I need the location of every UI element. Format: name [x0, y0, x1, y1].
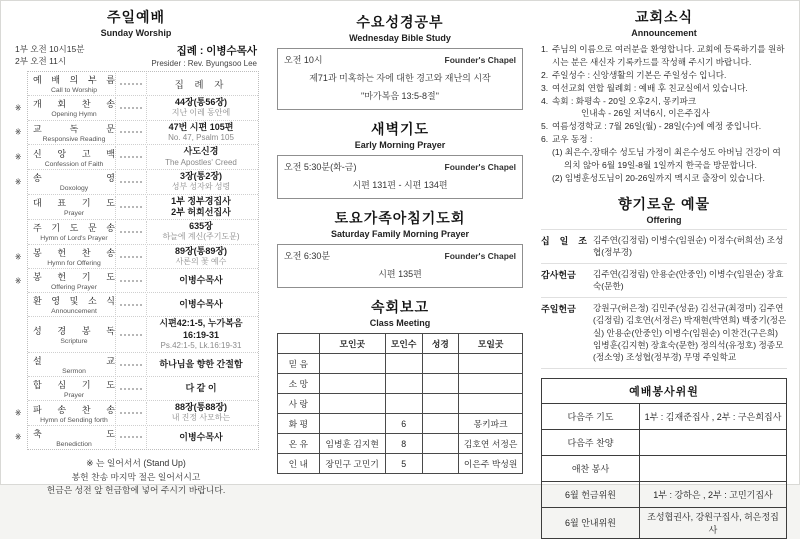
announcement-number: 2.	[541, 69, 549, 80]
offering-row	[541, 298, 787, 369]
dotted-leader-line	[120, 304, 142, 306]
title-en: Wednesday Bible Study	[349, 33, 451, 43]
class-meeting-cell	[422, 374, 459, 394]
announcement-number: 3.	[541, 82, 549, 93]
class-meeting-cell	[422, 414, 459, 434]
committee-row	[542, 403, 787, 429]
dotted-leader-line	[120, 280, 142, 282]
class-meeting-cell	[459, 394, 523, 414]
announcement-text: 속회 : 화평속 - 20일 오후2시, 몽키파크	[552, 95, 697, 106]
committee-person: 조성협권사, 강원구집사, 허은정집사	[640, 507, 787, 538]
class-meeting-cell: 사 랑	[278, 394, 320, 414]
worship-item-ko: 파 송 찬 송	[33, 404, 115, 415]
offering-rows	[541, 229, 787, 369]
dotted-leader-line	[120, 256, 142, 258]
worship-value-line: Ps.42:1-5, Lk.16:19-31	[160, 340, 242, 350]
meeting-line: 시편 131편 - 시편 134편	[352, 180, 448, 190]
title-ko: 교회소식	[634, 9, 694, 25]
announcement-item	[541, 146, 787, 172]
class-meeting-row	[278, 434, 523, 454]
worship-item-value	[147, 97, 255, 119]
presider-ko: 집례 : 이병수목사	[176, 45, 257, 57]
announcement-text: (2) 임병훈성도님이 20-26일까지 멕시코 출장이 있습니다.	[552, 172, 765, 183]
class-meeting-cell: 화 평	[278, 414, 320, 434]
worship-value-line: 이병수목사	[179, 431, 223, 442]
offering-label: 십 일 조	[541, 235, 587, 246]
committee-header-row	[542, 378, 787, 403]
meeting-box	[277, 48, 523, 110]
meeting-time: 오전 6:30분	[284, 251, 331, 261]
worship-item-en: Prayer	[63, 210, 85, 218]
committee-row	[542, 455, 787, 481]
announcement-number: 1.	[541, 44, 549, 54]
worship-item-ko: 축 도	[33, 428, 115, 439]
dotted-leader-line	[120, 412, 142, 414]
class-meeting-cell: 장민구 고민기	[319, 454, 385, 474]
announcement-item	[541, 95, 787, 108]
worship-item-ko: 송 영	[33, 173, 115, 184]
meeting-section	[277, 119, 523, 199]
announcement-text: 주님의 이름으로 여러분을 환영합니다. 교회에 등록하기를 원하시는 분은 새신자 기록카드를 작성해 주시기 바랍니다.	[552, 44, 785, 67]
class-meeting-row	[278, 374, 523, 394]
worship-item-value	[147, 359, 255, 370]
dotted-leader	[115, 97, 147, 119]
dotted-leader	[115, 73, 147, 94]
meeting-line: 제71과 미혹하는 자에 대한 경고와 재난의 시작	[309, 73, 491, 83]
meeting-time: 오전 5:30분(화-금)	[284, 162, 357, 172]
worship-value-line: 88장(통88장)	[174, 402, 228, 413]
worship-row	[15, 269, 258, 293]
announcement-title	[541, 7, 787, 38]
dotted-leader	[115, 354, 147, 375]
dotted-leader	[115, 402, 147, 424]
class-meeting-row	[278, 394, 523, 414]
committee-person: 1부 : 강하은 , 2부 : 고민기집사	[640, 481, 787, 507]
worship-item-en: Opening Hymn	[51, 111, 97, 119]
worship-value-line: 3장(통2장)	[179, 170, 223, 181]
worship-value-line: 성부 성자와 성령	[171, 182, 231, 192]
worship-item-value	[147, 299, 255, 310]
worship-item-label	[31, 196, 115, 217]
class-meeting-cell	[385, 354, 422, 374]
footnote-line: 헌금은 성전 앞 헌금함에 넣어 주시기 바랍니다.	[46, 485, 226, 496]
worship-value-line: 사론의 꽃 예수	[175, 256, 227, 266]
worship-item-en: Announcement	[51, 308, 97, 316]
worship-item-value	[147, 383, 255, 394]
dotted-leader-line	[120, 436, 142, 438]
worship-row	[15, 426, 258, 449]
title-en: Offering	[646, 214, 682, 225]
class-meeting-header-row	[278, 334, 523, 354]
class-meeting-cell: 8	[385, 434, 422, 454]
worship-value-line: 집 례 자	[174, 79, 228, 91]
worship-value-line: 47번 시편 105편	[168, 121, 234, 132]
class-meeting-cell	[385, 394, 422, 414]
committee-role: 6월 헌금위원	[542, 481, 640, 507]
service-times	[15, 43, 84, 68]
meeting-time: 오전 10시	[284, 55, 323, 65]
committee-role: 6월 안내위원	[542, 507, 640, 538]
title-en: Class Meeting	[369, 318, 431, 328]
meeting-line: 시편 135편	[378, 269, 422, 279]
committee-title: 예배봉사위원	[542, 378, 787, 403]
announcement-text: 여름성경학교 : 7월 26일(월) - 28일(수)에 예정 중입니다.	[552, 121, 762, 132]
worship-value-line: 다 같 이	[185, 383, 217, 394]
dotted-leader-line	[120, 388, 142, 390]
sunday-worship-column	[9, 7, 263, 496]
worship-item-ko: 신 앙 고 백	[33, 148, 115, 159]
worship-header	[15, 43, 257, 68]
dotted-leader-line	[120, 131, 142, 133]
worship-item-ko: 교 독 문	[33, 123, 115, 134]
worship-item-label	[31, 378, 115, 399]
worship-item-ko: 봉 헌 찬 송	[33, 248, 115, 259]
announcement-text: 교우 동정 :	[552, 134, 593, 145]
dotted-leader	[115, 318, 147, 351]
meeting-box	[277, 244, 523, 288]
worship-value-line: 이병수목사	[179, 299, 223, 310]
worship-value-line: 내 진정 사모하는	[171, 413, 231, 423]
worship-row	[15, 145, 258, 170]
class-meeting-cell: 6	[385, 414, 422, 434]
worship-item-value	[147, 196, 255, 219]
footnote-line: 봉헌 찬송 마지막 절은 일어서시고	[71, 471, 201, 482]
worship-item-label	[31, 221, 115, 242]
class-meeting-cell	[319, 374, 385, 394]
worship-item-en: Benediction	[56, 440, 92, 448]
worship-value-line: 44장(통56장)	[174, 97, 228, 107]
worship-value-line: No. 47, Psalm 105	[168, 132, 234, 142]
class-meeting-cell: 믿 음	[278, 354, 320, 374]
worship-item-label	[31, 171, 115, 192]
worship-item-label	[31, 354, 115, 375]
worship-item-label	[31, 97, 115, 118]
worship-value-line: 시편42:1-5, 누가복음16:19-31	[159, 318, 243, 340]
class-meeting-cell	[319, 394, 385, 414]
meeting-section	[277, 208, 523, 288]
worship-item-value	[147, 432, 255, 443]
class-meeting-header-cell	[278, 334, 320, 354]
worship-item-label	[31, 324, 115, 345]
announcement-item	[541, 69, 787, 82]
announcement-item	[541, 172, 787, 185]
worship-item-value	[147, 146, 255, 168]
title-ko: 토요가족아침기도회	[334, 210, 466, 226]
worship-item-value	[147, 318, 255, 351]
announcement-list	[541, 43, 787, 185]
offering-names: 김주연(김정림) 안용순(안중인) 이병수(임원순) 장효숙(문한)	[593, 268, 784, 292]
announcement-item	[541, 43, 787, 69]
meeting-box-top	[284, 160, 516, 173]
worship-item-en: Prayer	[63, 392, 85, 400]
worship-value-line: 사도신경	[183, 146, 219, 157]
dotted-leader	[115, 122, 147, 144]
title-en: Early Morning Prayer	[354, 140, 446, 150]
offering-label: 주일헌금	[541, 303, 576, 314]
standup-mark-icon: ※	[15, 127, 22, 137]
worship-value-line: 2부 허희선집사	[171, 206, 231, 217]
news-column	[537, 7, 791, 535]
worship-item-en: Scripture	[60, 338, 88, 346]
footnote-line: ※ 는 일어서서 (Stand Up)	[86, 457, 186, 468]
meeting-title	[277, 12, 523, 43]
weekday-column	[273, 7, 527, 478]
class-meeting-cell	[319, 354, 385, 374]
committee-person: 1부 : 김재준집사 , 2부 : 구은희집사	[640, 403, 787, 429]
worship-row	[28, 195, 258, 221]
worship-item-label	[31, 73, 115, 94]
sunday-worship-title	[13, 7, 259, 38]
announcement-text: 인내속 - 26일 저녁6시, 이은주집사	[581, 108, 710, 119]
meeting-line: "마가복음 13:5-8절"	[361, 91, 439, 101]
dotted-leader	[115, 294, 147, 315]
announcement-item	[541, 82, 787, 95]
worship-item-label	[31, 246, 115, 267]
worship-row	[15, 245, 258, 270]
dotted-leader-line	[120, 156, 142, 158]
class-meeting-cell	[459, 354, 523, 374]
meeting-place: Founder's Chapel	[444, 251, 516, 261]
dotted-leader-line	[120, 83, 142, 85]
class-meeting-cell	[422, 394, 459, 414]
dotted-leader-line	[120, 231, 142, 233]
offering-row	[541, 230, 787, 264]
offering-title	[541, 194, 787, 225]
dotted-leader	[115, 221, 147, 243]
worship-item-ko: 성 경 봉 독	[33, 326, 115, 337]
worship-item-label	[31, 427, 115, 448]
worship-value-line: 하늘에 계신(주기도문)	[162, 232, 240, 242]
announcement-number: 4.	[541, 95, 549, 106]
standup-mark-icon: ※	[15, 276, 22, 286]
worship-row	[28, 72, 258, 96]
meeting-title	[277, 119, 523, 150]
worship-item-en: Call to Worship	[51, 87, 97, 94]
title-ko: 새벽기도	[370, 121, 430, 137]
class-meeting-row	[278, 354, 523, 374]
title-en: Sunday Worship	[100, 28, 172, 38]
title-ko: 수요성경공부	[356, 14, 444, 30]
offering-names: 강원구(허은정) 김민주(성윤) 김선규(최경미) 김주연(김정림) 김호연(서정은) 박재현(박연희) 백중기(정은실) 안용순(안중인) 이병수(임원순) 이찬건(구은희) 임병훈(김지현) 장효숙(문한) 정의석(유정호) 정종모(정소영) 조성협(정부경) 무명 주일학교	[593, 302, 787, 363]
worship-row	[15, 170, 258, 195]
worship-item-value	[147, 246, 255, 268]
meeting-place: Founder's Chapel	[444, 162, 516, 172]
worship-item-en: Offering Prayer	[51, 284, 97, 292]
worship-item-en: Hymn of Sending forth	[40, 416, 108, 424]
worship-item-label	[31, 294, 115, 315]
standup-mark-icon: ※	[15, 408, 22, 418]
worship-item-en: Confession of Faith	[44, 160, 104, 168]
standup-mark-icon: ※	[15, 103, 22, 113]
worship-value-line: 지난 이레 동안에	[171, 108, 231, 118]
title-en: Saturday Family Morning Prayer	[330, 229, 470, 239]
committee-role: 다음주 찬양	[542, 429, 640, 455]
committee-body	[542, 403, 787, 538]
worship-item-en: Sermon	[62, 368, 86, 376]
offering-row	[541, 264, 787, 298]
worship-footnotes	[13, 457, 259, 498]
worship-value-line: 1부 정부경집사	[171, 195, 231, 206]
standup-mark-icon: ※	[15, 177, 22, 187]
committee-role: 다음주 기도	[542, 403, 640, 429]
meeting-title	[277, 208, 523, 239]
committee-role: 애찬 봉사	[542, 455, 640, 481]
class-meeting-row	[278, 414, 523, 434]
class-meeting-cell	[422, 454, 459, 474]
worship-value-line: 89장(통89장)	[174, 245, 228, 256]
worship-value-line: The Apostles' Creed	[165, 157, 237, 167]
service-time-1: 1부 오전 10시15분	[15, 44, 85, 54]
middle-sections	[277, 12, 523, 288]
announcement-text: (1) 최은수,장태수 성도님 가정이 최은수성도 아버님 건강이 여의치 않아 6월 19일-8월 1일까지 한국을 방문합니다.	[552, 147, 781, 171]
worship-row	[15, 401, 258, 426]
standup-mark-icon: ※	[15, 252, 22, 262]
title-ko: 속회보고	[370, 299, 430, 315]
class-meeting-table	[277, 333, 523, 474]
class-meeting-section	[277, 297, 523, 474]
worship-item-label	[31, 270, 115, 291]
dotted-leader	[115, 196, 147, 219]
announcement-number: 6.	[541, 134, 549, 145]
class-meeting-cell	[385, 374, 422, 394]
announcement-item	[541, 133, 787, 146]
dotted-leader-line	[120, 364, 142, 366]
committee-row	[542, 429, 787, 455]
class-meeting-body	[278, 354, 523, 474]
worship-item-value	[147, 171, 255, 193]
worship-order-table	[15, 71, 259, 450]
class-meeting-header-cell: 모인곳	[319, 334, 385, 354]
service-committee-table	[541, 378, 787, 539]
worship-item-value	[147, 122, 255, 144]
worship-item-ko: 봉 헌 기 도	[33, 272, 115, 283]
announcement-text: 주일성수 : 신앙생활의 기본은 주일성수 입니다.	[552, 69, 727, 80]
dotted-leader-line	[120, 206, 142, 208]
title-ko: 향기로운 예물	[617, 195, 711, 212]
committee-person	[640, 455, 787, 481]
class-meeting-cell: 5	[385, 454, 422, 474]
worship-row	[28, 377, 258, 401]
standup-mark-icon: ※	[15, 152, 22, 162]
dotted-leader-line	[120, 107, 142, 109]
worship-value-line: 하나님을 향한 간절함	[159, 359, 243, 370]
class-meeting-title	[277, 297, 523, 328]
worship-item-value	[147, 402, 255, 424]
worship-row	[28, 353, 258, 377]
worship-value-line: 635장	[189, 221, 213, 232]
class-meeting-header-cell: 성경	[422, 334, 459, 354]
class-meeting-cell: 온 유	[278, 434, 320, 454]
class-meeting-cell	[319, 414, 385, 434]
committee-row	[542, 507, 787, 538]
dotted-leader	[115, 427, 147, 448]
class-meeting-cell: 몽키파크	[459, 414, 523, 434]
announcement-item	[541, 120, 787, 133]
meeting-box	[277, 155, 523, 199]
worship-item-en: Doxology	[59, 185, 89, 193]
class-meeting-cell: 이은주 박성원	[459, 454, 523, 474]
title-en: Announcement	[631, 28, 697, 38]
worship-item-value	[147, 275, 255, 286]
dotted-leader	[115, 246, 147, 268]
worship-item-en: Responsive Reading	[42, 135, 106, 143]
committee-row	[542, 481, 787, 507]
dotted-leader	[115, 171, 147, 193]
class-meeting-cell: 임병훈 김지현	[319, 434, 385, 454]
announcement-text: 여선교회 연합 월례회 : 예배 후 친교실에서 있습니다.	[552, 82, 748, 93]
class-meeting-cell	[422, 354, 459, 374]
worship-row	[28, 220, 258, 245]
class-meeting-header-cell: 모인수	[385, 334, 422, 354]
worship-item-en: Hymn for Offering	[47, 260, 101, 268]
worship-row	[28, 317, 258, 353]
worship-row	[15, 96, 258, 121]
dotted-leader-line	[120, 334, 142, 336]
class-meeting-cell: 인 내	[278, 454, 320, 474]
class-meeting-cell	[422, 434, 459, 454]
class-meeting-row	[278, 454, 523, 474]
worship-item-value	[147, 221, 255, 243]
worship-item-label	[31, 403, 115, 424]
worship-item-ko: 개 회 찬 송	[33, 99, 115, 110]
dotted-leader-line	[120, 181, 142, 183]
standup-mark-icon: ※	[15, 432, 22, 442]
worship-item-ko: 환 영 및 소 식	[33, 296, 115, 307]
class-meeting-cell	[459, 374, 523, 394]
worship-row	[28, 293, 258, 317]
presider	[151, 43, 257, 68]
title-ko: 주일예배	[106, 9, 166, 25]
dotted-leader	[115, 270, 147, 291]
class-meeting-cell: 김호연 서정은	[459, 434, 523, 454]
meeting-box-top	[284, 249, 516, 262]
meeting-box-top	[284, 53, 516, 66]
worship-item-en: Hymn of Lord's Prayer	[40, 235, 108, 243]
worship-value-line: 이병수목사	[179, 275, 223, 286]
offering-names: 김주연(김정림) 이병수(임원순) 이정수(허희선) 조성협(정부경)	[593, 234, 784, 258]
class-meeting-head	[278, 334, 523, 354]
worship-item-ko: 합 심 기 도	[33, 380, 115, 391]
committee-person	[640, 429, 787, 455]
worship-row	[15, 121, 258, 146]
dotted-leader	[115, 378, 147, 399]
service-time-2: 2부 오전 11시	[15, 56, 67, 67]
meeting-section	[277, 12, 523, 110]
worship-item-value	[147, 77, 255, 91]
dotted-leader	[115, 146, 147, 168]
announcement-item	[541, 107, 787, 120]
announcement-number: 5.	[541, 121, 549, 132]
worship-item-ko: 설 교	[33, 356, 115, 367]
presider-en: Presider : Rev. Byungsoo Lee	[151, 59, 257, 68]
offering-label: 감사헌금	[541, 269, 576, 280]
worship-item-label	[31, 122, 115, 143]
worship-item-ko: 주 기 도 문 송	[33, 223, 115, 234]
class-meeting-header-cell: 모일곳	[459, 334, 523, 354]
offering-section	[541, 194, 787, 369]
class-meeting-cell: 소 망	[278, 374, 320, 394]
worship-item-ko: 대 표 기 도	[33, 198, 115, 209]
worship-item-label	[31, 147, 115, 168]
worship-item-ko: 예 배 의 부 름	[33, 75, 115, 85]
meeting-place: Founder's Chapel	[444, 55, 516, 65]
